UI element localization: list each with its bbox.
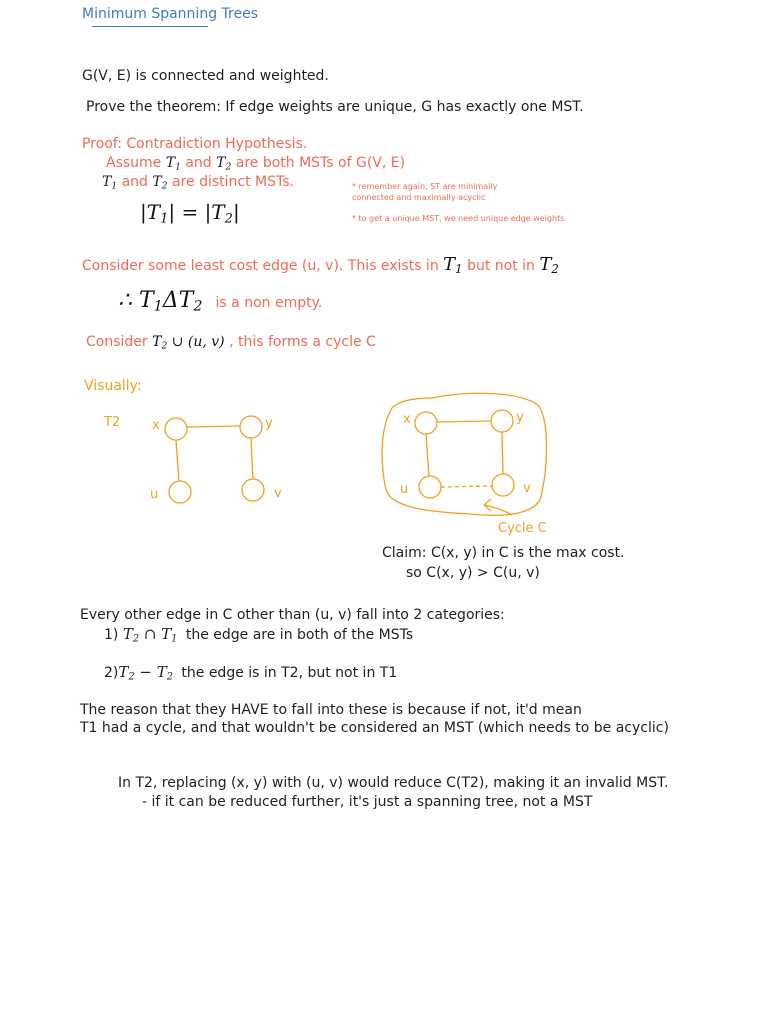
replace-line-1: In T2, replacing (x, y) with (u, v) would reduce C(T2), making it an invalid MST. — [118, 775, 669, 791]
visually-label: Visually: — [84, 378, 142, 394]
page-title: Minimum Spanning Trees — [82, 6, 258, 22]
claim-line-1: Claim: C(x, y) in C is the max cost. — [382, 545, 625, 561]
t2-symbol: $T_2$ — [216, 155, 232, 173]
node-v — [242, 479, 264, 501]
distinct-and: and — [121, 174, 148, 190]
category-2-text: the edge is in T2, but not in T1 — [181, 665, 398, 681]
difference-formula: $T_2 - T_2$ — [118, 663, 173, 683]
cycle-arrow — [484, 505, 512, 515]
node-u — [169, 481, 191, 503]
side-note-acyclic: * remember again, ST are minimally connected and maximally acyclic — [352, 182, 498, 202]
claim-line-2: so C(x, y) > C(u, v) — [406, 565, 540, 581]
node-x — [165, 418, 187, 440]
union-formula: $T_2$ ∪ (u, v) — [152, 334, 225, 352]
given-statement: G(V, E) is connected and weighted. — [82, 68, 329, 84]
t2-symbol: $T_2$ — [539, 254, 559, 276]
distinct-suffix: are distinct MSTs. — [171, 174, 294, 190]
edge-u-v-dashed — [441, 486, 492, 487]
but-not-in-text: but not in — [467, 258, 535, 274]
t2-label: T2 — [104, 415, 121, 430]
edge-y-v — [502, 432, 503, 474]
reason-line-2: T1 had a cycle, and that wouldn't be considered an MST (which needs to be acyclic) — [80, 720, 669, 736]
node-label-y: y — [516, 410, 524, 425]
cycle-label: Cycle C — [498, 521, 547, 536]
consider-union-prefix: Consider — [86, 334, 148, 350]
category-2 — [104, 663, 397, 682]
node-label-u: u — [150, 487, 159, 502]
node-label-v: v — [523, 481, 531, 496]
node-label-x: x — [152, 418, 160, 433]
edge-y-v — [251, 438, 253, 479]
edge-x-y — [437, 421, 491, 422]
category-1 — [104, 625, 413, 644]
symmetric-difference-formula: ∴ $T_1\Delta T_2$ — [118, 288, 203, 315]
assume-and: and — [185, 155, 212, 171]
edge-x-y — [187, 426, 240, 427]
node-v — [492, 474, 514, 496]
edge-x-u — [426, 434, 429, 476]
t1-symbol: $T_1$ — [165, 155, 181, 173]
side-note-unique-weights: * to get a unique MST, we need unique edge weights — [352, 214, 565, 223]
assume-prefix: Assume — [106, 155, 162, 171]
t1-symbol: $T_1$ — [443, 254, 463, 276]
consider-union-suffix: , this forms a cycle C — [229, 334, 376, 350]
t1-symbol: $T_1$ — [102, 174, 118, 192]
category-1-number: 1) — [104, 627, 119, 643]
node-x — [415, 412, 437, 434]
consider-edge-text: Consider some least cost edge (u, v). This exists in — [82, 258, 439, 274]
proof-header: Proof: Contradiction Hypothesis. — [82, 136, 308, 152]
cardinality-equation: $|T_1| = |T_2|$ — [140, 200, 240, 227]
categories-intro: Every other edge in C other than (u, v) fall into 2 categories: — [80, 607, 505, 623]
reason-line-1: The reason that they HAVE to fall into these is because if not, it'd mean — [80, 702, 582, 718]
replace-line-2: - if it can be reduced further, it's just a spanning tree, not a MST — [142, 794, 593, 810]
node-label-x: x — [403, 412, 411, 427]
assume-suffix: are both MSTs of G(V, E) — [235, 155, 406, 171]
nonempty-text: is a non empty. — [215, 295, 323, 311]
node-y — [491, 410, 513, 432]
node-label-v: v — [274, 486, 282, 501]
node-u — [419, 476, 441, 498]
theorem-statement: Prove the theorem: If edge weights are unique, G has exactly one MST. — [86, 99, 584, 115]
intersection-formula: $T_2$ ∩ $T_1$ — [122, 625, 178, 645]
category-1-text: the edge are in both of the MSTs — [185, 627, 414, 643]
edge-x-u — [176, 440, 179, 481]
node-label-u: u — [400, 482, 409, 497]
node-y — [240, 416, 262, 438]
t2-symbol: $T_2$ — [152, 174, 168, 192]
category-2-number: 2) — [104, 665, 119, 681]
node-label-y: y — [265, 416, 273, 431]
